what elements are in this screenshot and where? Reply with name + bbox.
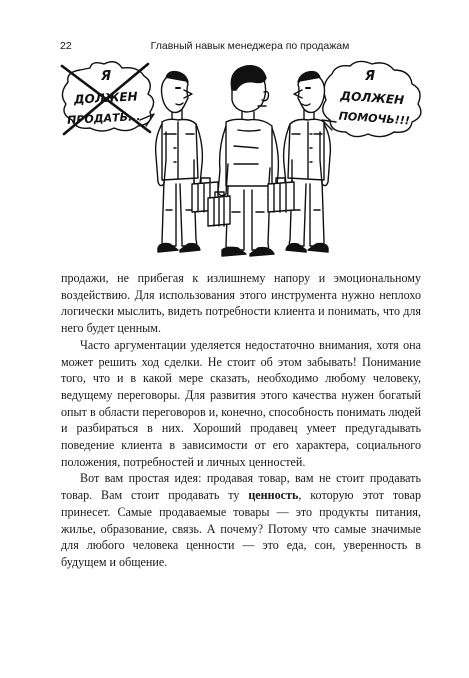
left-bubble-line2: ДОЛЖЕН <box>73 89 139 107</box>
paragraph-2: Часто аргументации уделяется недостаточно внимания, хотя она может решить ход сделки. Не стоит об этом забывать! Понимание того, что и в какой мере сказать, необходимо любому человеку, ведущему переговоры. Для развития этого качества нужен богатый опыт в области переговоров и, конечно, способность понимать людей и разбираться в них. Хороший продавец умеет предугадывать поведение клиента в зависимости от его характера, социального положения, потребностей и личных ценностей. <box>61 337 421 469</box>
salesmen-illustration <box>58 60 430 268</box>
right-salesman-figure <box>268 72 330 252</box>
right-bubble-line2: ДОЛЖЕН <box>339 88 405 108</box>
paragraph-3 <box>61 470 421 570</box>
paragraph-1: продажи, не прибегая к излишнему напору и эмоциональному воздействию. Для использования этого инструмента нужно неплохо логически мыслить, видеть потребности клиента и понимать, что для него будет ценным. <box>61 271 421 336</box>
right-bubble-line1: Я <box>364 69 376 84</box>
running-title: Главный навык менеджера по продажам <box>150 40 350 52</box>
paragraph-3-start: Вот вам простая идея: продавая товар, вам не стоит продавать товар. Вам стоит продавать ту <box>61 471 421 503</box>
right-bubble-line3: ПОМОЧЬ!!! <box>338 109 411 128</box>
running-header <box>60 38 420 54</box>
page-number: 22 <box>60 40 72 52</box>
emphasis-value: ценность <box>248 488 299 503</box>
right-speech-bubble <box>322 61 421 136</box>
middle-man-figure <box>208 66 278 256</box>
body-text <box>61 270 421 571</box>
paragraph-3-end: , которую этот товар принесет. Самые продаваемые товары — это продукты питания, жилье, образование, связь. А почему? Потому что самые значимые для любого человека ценности — это еда, сон, уверенность в будущем и общение. <box>61 488 421 569</box>
left-bubble-line1: Я <box>100 69 112 84</box>
left-bubble-line3: ПРОДАТЬ... <box>66 110 141 127</box>
left-speech-bubble <box>62 62 154 134</box>
